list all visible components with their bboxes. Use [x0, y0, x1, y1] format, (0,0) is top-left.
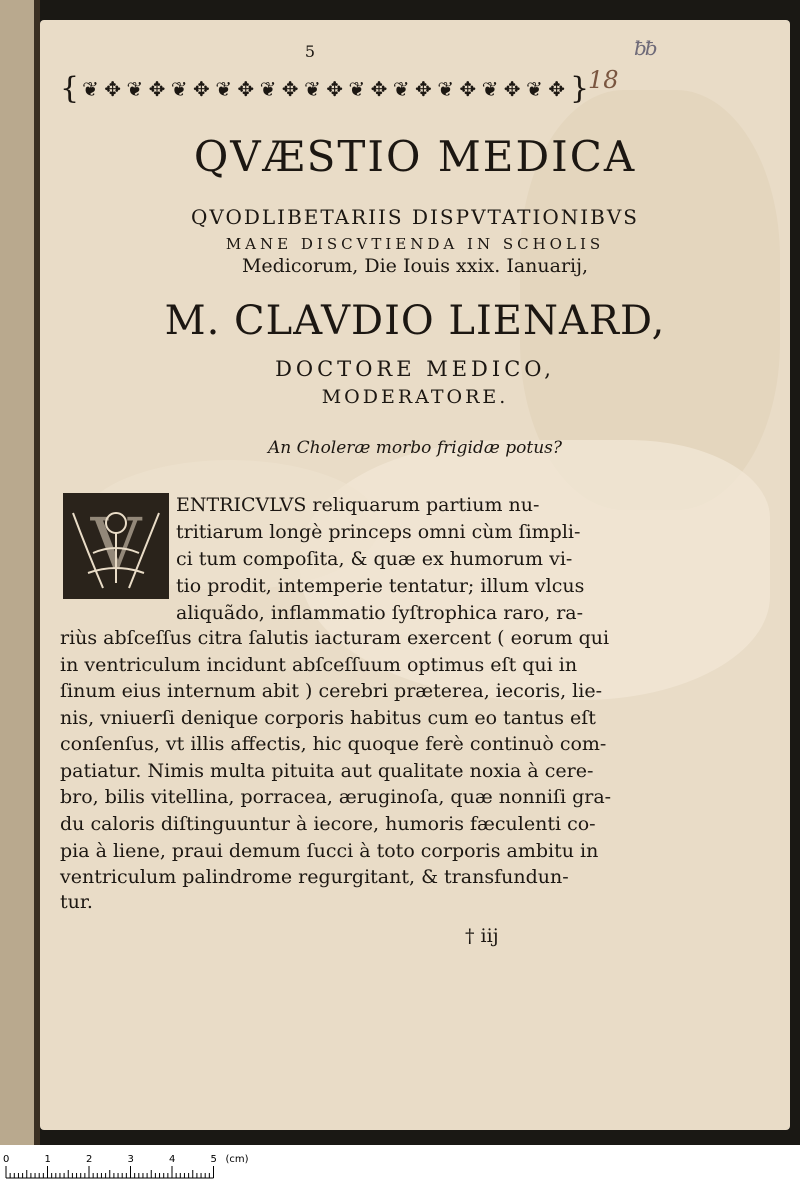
fleuron: ❦ [170, 77, 188, 101]
fleuron: ✥ [104, 77, 121, 101]
ruler-label: 4 [169, 1154, 176, 1165]
fleuron: ✥ [281, 77, 299, 101]
facing-page-edge [0, 0, 40, 1145]
body-line: tritiarum longè princeps omni cùm ſimpli- [176, 521, 581, 543]
handwritten-folio: 18 [588, 66, 619, 94]
fleuron: ❦ [392, 77, 410, 101]
fleuron: ❦ [437, 77, 454, 101]
page-number: 5 [304, 42, 316, 61]
measurement-ruler [0, 1148, 800, 1183]
fleuron: ✥ [459, 77, 477, 101]
body-line: aliquãdo, inflammatio ſyſtrophica raro, ra- [176, 602, 584, 624]
fleuron: ❦ [526, 77, 543, 101]
fleuron: ❦ [481, 77, 499, 101]
body-line: tio prodit, intemperie tentatur; illum vlcus [176, 575, 585, 597]
fleuron: ✥ [193, 77, 210, 101]
fleuron: ✥ [548, 77, 565, 101]
body-line: in ventriculum incidunt abſceſſuum optimus eſt qui in [60, 654, 578, 676]
body-line: tur. [60, 891, 93, 913]
body-line: pia à liene, praui demum ſucci à toto corporis ambitu in [60, 840, 599, 862]
fleuron: ✥ [370, 77, 388, 101]
initial-letter: V [90, 503, 142, 585]
fleuron: ✥ [326, 77, 343, 101]
fleuron: ✥ [148, 77, 166, 101]
library-stamp: ƀƀ [634, 36, 656, 60]
body-line: patiatur. Nimis multa pituita aut qualitate noxia à cere- [60, 760, 594, 782]
fleuron: ❦ [304, 77, 321, 101]
body-line: ENTRICVLVS reliquarum partium nu- [176, 494, 540, 516]
body-line: riùs abſceſſus citra ſalutis iacturam exercent ( eorum qui [60, 627, 610, 649]
svg-text:}: } [570, 71, 590, 106]
fleuron: ❦ [215, 77, 232, 101]
signature-mark: † iij [465, 925, 499, 947]
ruler-label: 2 [86, 1154, 93, 1165]
body-line: conſenſus, vt illis affectis, hic quoque ferè continuò com- [60, 733, 607, 755]
ruler-label: 5 [210, 1154, 217, 1165]
ruler-unit: (cm) [225, 1154, 249, 1165]
fleuron: ❦ [259, 77, 277, 101]
fleuron: ✥ [415, 77, 432, 101]
fleuron: ❦ [82, 77, 99, 101]
subtitle-line-1: QVODLIBETARIIS DISPVTATIONIBVS [190, 205, 640, 229]
document-title: QVÆSTIO MEDICA [193, 132, 637, 181]
body-line: ventriculum palindrome regurgitant, & transfundun- [60, 866, 569, 888]
subtitle-line-2: MANE DISCVTIENDA IN SCHOLIS [225, 235, 605, 253]
body-line: nis, vniuerſi denique corporis habitus cum eo tantus eſt [60, 707, 596, 729]
fleuron: ❦ [348, 77, 366, 101]
body-line: ſinum eius internum abit ) cerebri præterea, iecoris, lie- [60, 680, 602, 702]
body-line: ci tum compoſita, & quæ ex humorum vi- [176, 548, 573, 570]
body-line: du caloris diſtinguuntur à iecore, humoris fæculenti co- [60, 813, 596, 835]
fleuron: ✥ [503, 77, 521, 101]
ruler-label: 3 [127, 1154, 134, 1165]
fleuron: ❦ [126, 77, 144, 101]
ruler-label: 0 [3, 1154, 10, 1165]
body-line: bro, bilis vitellina, porracea, æruginoſa, quæ nonniſi gra- [60, 786, 612, 808]
question-heading: An Choleræ morbo frigidæ potus? [267, 438, 562, 458]
moderator-title: DOCTORE MEDICO, [275, 357, 555, 381]
fleuron: ✥ [237, 77, 255, 101]
decorated-initial [63, 493, 169, 599]
svg-text:{: { [60, 71, 80, 106]
moderator-name: M. CLAVDIO LIENARD, [164, 298, 666, 344]
moderator-role: MODERATORE. [321, 386, 509, 408]
subtitle-line-3: Medicorum, Die Iouis xxix. Ianuarij, [241, 255, 589, 277]
decorative-headpiece [60, 68, 590, 110]
ruler-label: 1 [44, 1154, 51, 1165]
